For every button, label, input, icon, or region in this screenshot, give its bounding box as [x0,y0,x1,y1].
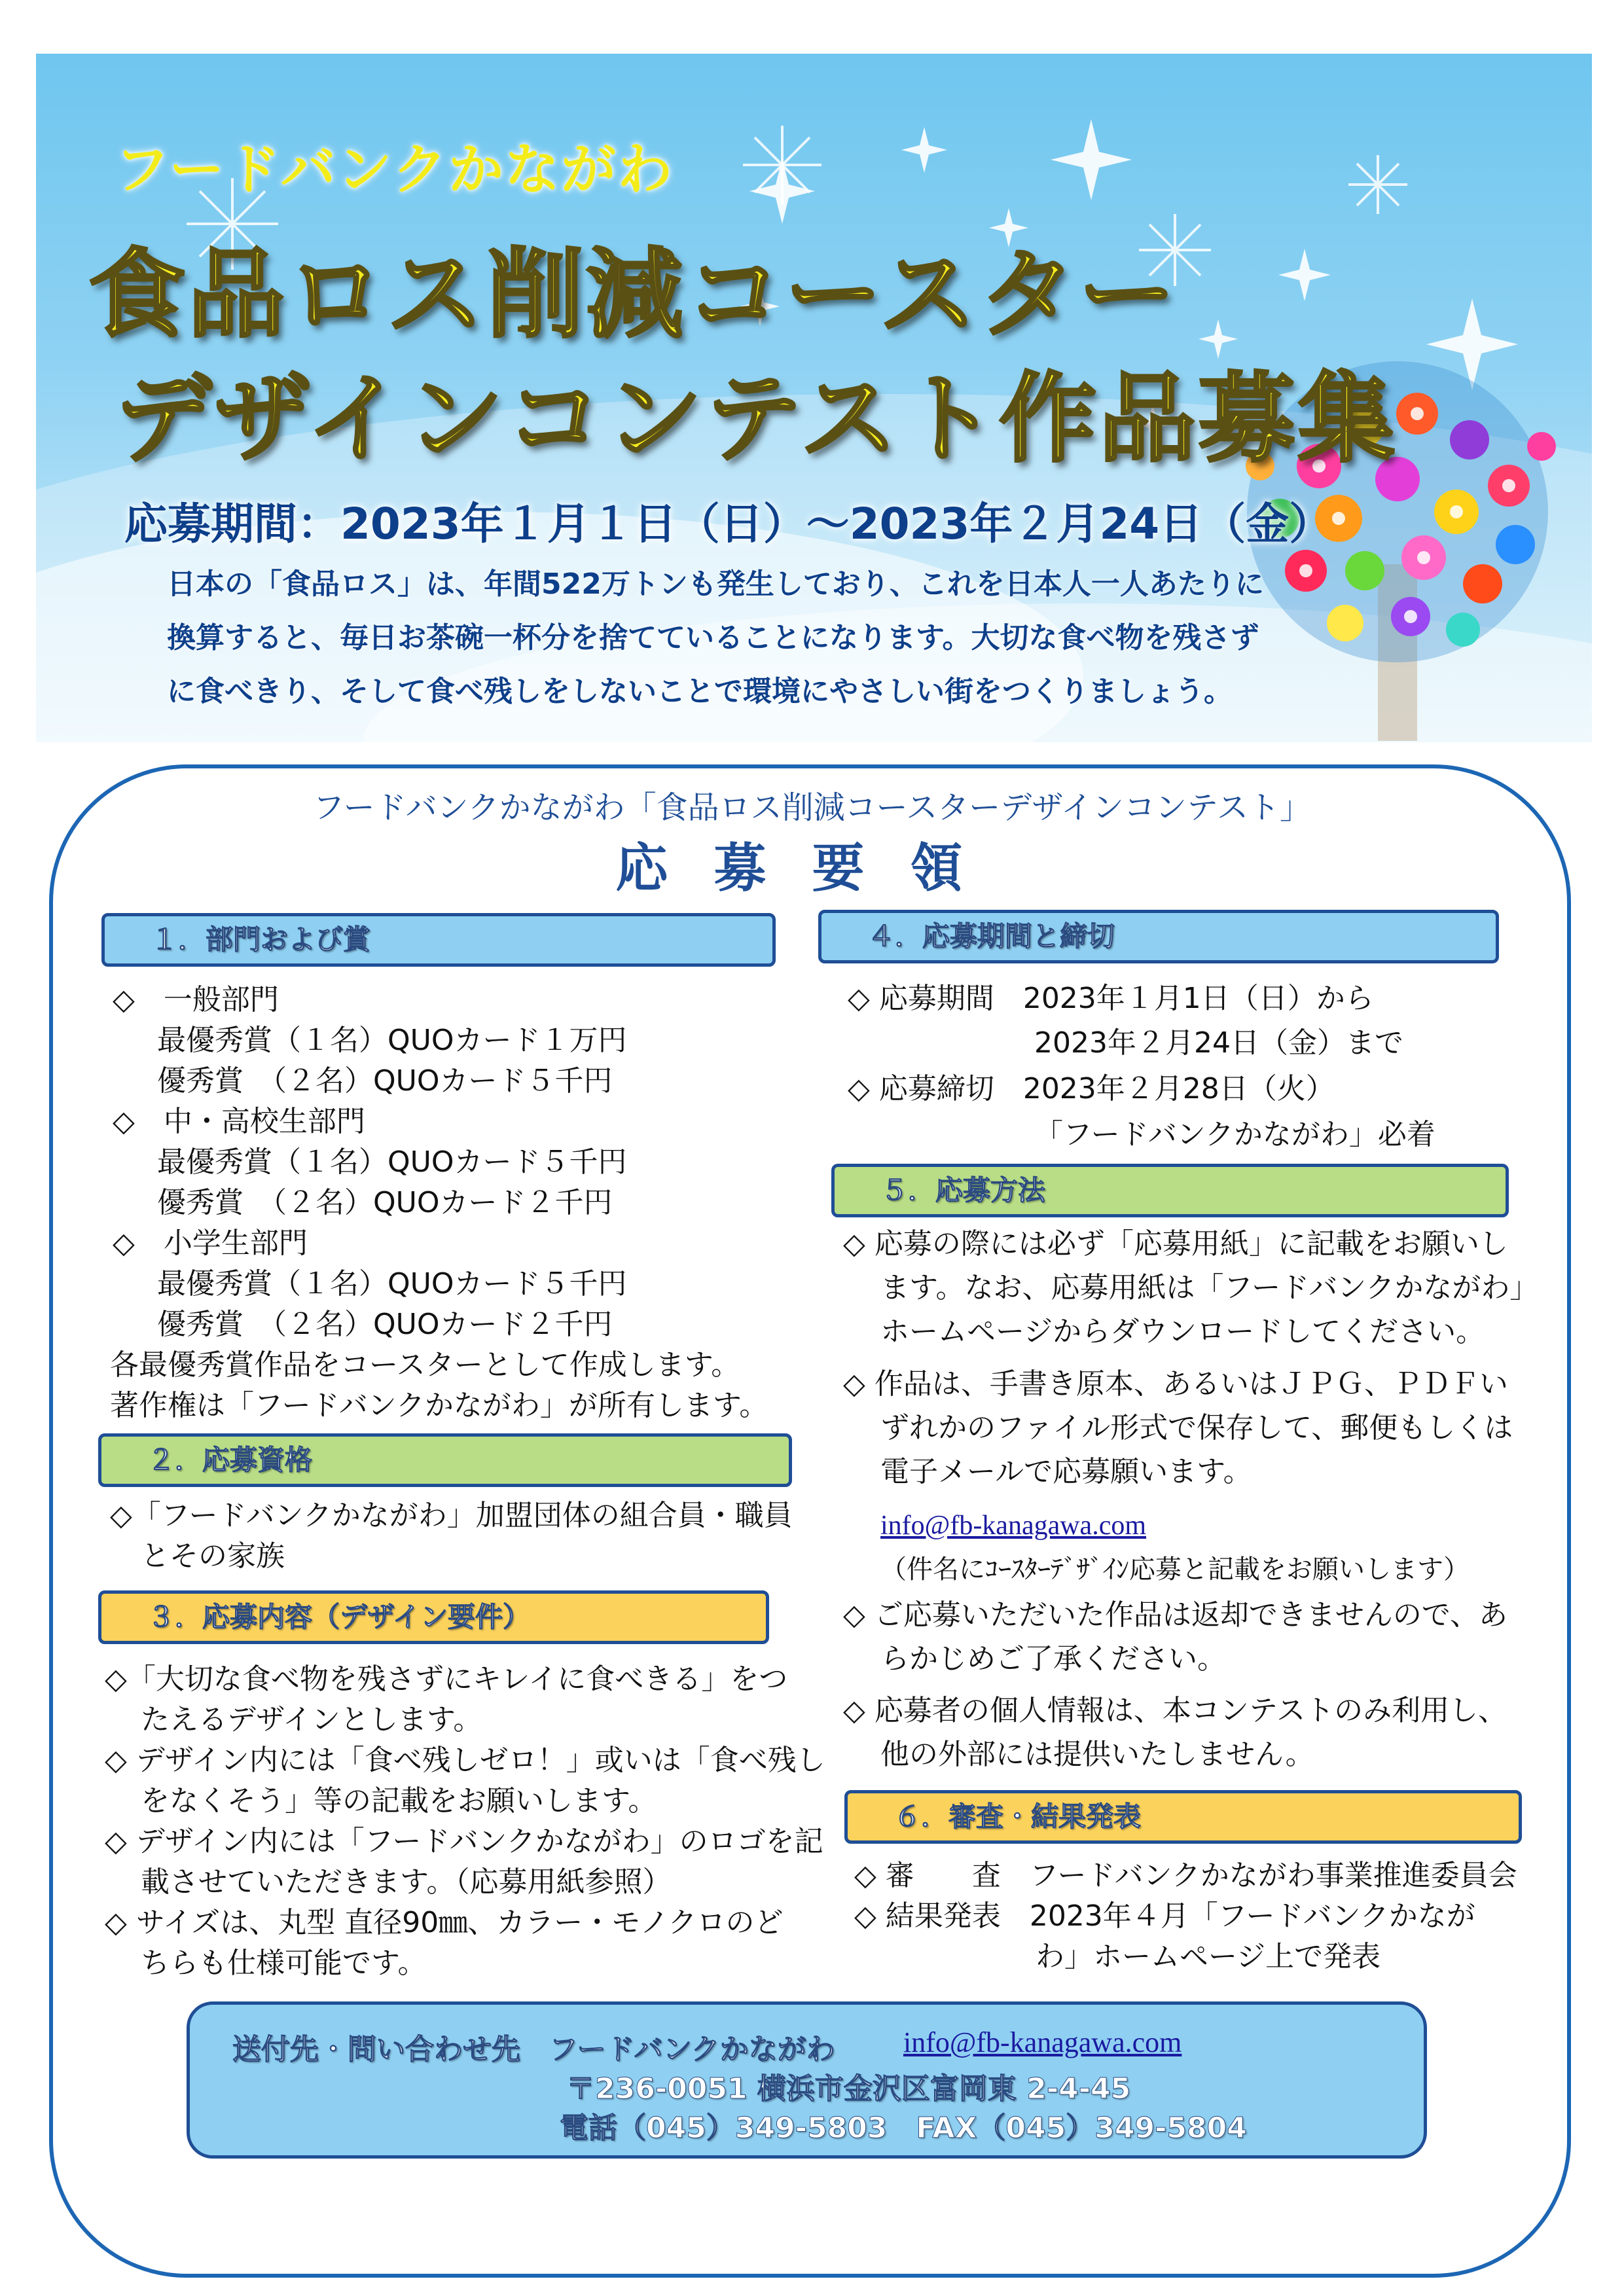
contact-address: 〒236-0051 横浜市金沢区富岡東 2-4-45 [566,2072,1131,2106]
section-1-line: 優秀賞 （２名）QUOカード２千円 [157,1308,613,1341]
email-link[interactable]: info@fb-kanagawa.com [880,1511,1147,1541]
section-6-header: ６．審査・結果発表 [844,1790,1522,1844]
header-banner [36,54,1592,742]
section-3-line: ◇ デザイン内には「フードバンクかながわ」のロゴを記 [105,1825,823,1858]
section-5-line: ◇ 応募の際には必ず「応募用紙」に記載をお願いし [843,1227,1508,1261]
entry-period: 応募期間：2023年１月１日（日）～2023年２月24日（金） [124,499,1333,549]
section-5-line: ◇ 応募者の個人情報は、本コンテストのみ利用し、 [843,1694,1507,1727]
section-1-line: 優秀賞 （２名）QUOカード５千円 [157,1064,613,1098]
section-1-header: １．部門および賞 [101,913,776,967]
contest-title-line2: デザインコンテスト作品募集 [115,363,1398,475]
section-5-line: ◇ 作品は、手書き原本、あるいはＪＰＧ、ＰＤＦい [843,1367,1508,1401]
header-brand: フードバンクかながわ [115,137,674,202]
section-5-line: ホームページからダウンロードしてください。 [880,1315,1485,1348]
section-6-line: ◇ 結果発表 2023年４月「フードバンクかなが [854,1899,1475,1933]
section-2-line: とその家族 [141,1539,285,1573]
section-4-line: ◇ 応募期間 2023年１月1日（日）から [848,982,1374,1015]
section-1-line: ◇ 中・高校生部門 [113,1105,365,1138]
section-4-line: ◇ 応募締切 2023年２月28日（火） [848,1072,1335,1105]
section-5-line: ◇ ご応募いただいた作品は返却できませんので、あ [843,1598,1507,1632]
section-5-line: ずれかのファイル形式で保存して、郵便もしくは [880,1411,1513,1444]
contact-label: 送付先・問い合わせ先 フードバンクかながわ [232,2033,835,2066]
section-3-line: 載させていただきます。（応募用紙参照） [141,1865,672,1899]
contest-subtitle: フードバンクかながわ「食品ロス削減コースターデザインコンテスト」 [313,789,1311,826]
section-5-line: 電子メールで応募願います。 [880,1455,1252,1488]
section-3-header: ３．応募内容（デザイン要件） [98,1590,769,1644]
intro-line: 換算すると、毎日お茶碗一杯分を捨てていることになります。大切な食べ物を残さず [167,621,1259,655]
section-5-line: 他の外部には提供いたしません。 [880,1738,1314,1771]
section-6-line: ◇ 審 査 フードバンクかながわ事業推進委員会 [854,1859,1517,1892]
section-1-line: 最優秀賞（１名）QUOカード５千円 [157,1267,627,1300]
contact-email-link[interactable]: info@fb-kanagawa.com [903,2026,1182,2058]
section-1-line: ◇ 一般部門 [113,983,279,1016]
section-4-line: 2023年２月24日（金）まで [1034,1026,1403,1060]
section-1-line: 最優秀賞（１名）QUOカード１万円 [157,1024,627,1057]
intro-text [167,558,1312,719]
section-1-line: 著作権は「フードバンクかながわ」が所有します。 [110,1389,768,1422]
section-1-line: 優秀賞 （２名）QUOカード２千円 [157,1186,613,1219]
section-3-line: たえるデザインとします。 [141,1703,482,1736]
contact-phone: 電話（045）349-5803 FAX（045）349-5804 [560,2111,1247,2145]
section-3-line: ちらも仕様可能です。 [141,1946,427,1980]
section-4-header: ４．応募期間と締切 [818,910,1499,963]
intro-line: に食べきり、そして食べ残しをしないことで環境にやさしい街をつくりましょう。 [167,675,1233,708]
section-3-line: をなくそう」等の記載をお願いします。 [141,1784,657,1818]
section-3-line: ◇「大切な食べ物を残さずにキレイに食べきる」をつ [105,1662,788,1696]
contest-title-line1: 食品ロス削減コースター [88,238,1178,351]
section-5-line: ます。なお、応募用紙は「フードバンクかながわ」 [880,1271,1539,1304]
section-1-line: 各最優秀賞作品をコースターとして作成します。 [110,1348,740,1382]
section-5-header: ５．応募方法 [831,1164,1509,1217]
section-5-line: らかじめご了承ください。 [880,1642,1226,1676]
guidelines-heading: 応募要領 [615,838,1009,899]
section-4-line: 「フードバンクかながわ」必着 [1034,1118,1435,1151]
section-2-line: ◇「フードバンクかながわ」加盟団体の組合員・職員 [110,1499,793,1532]
intro-line: 日本の「食品ロス」は、年間522万トンも発生しており、これを日本人一人あたりに [167,567,1264,601]
section-3-line: ◇ サイズは、丸型 直径90㎜、カラー・モノクロのど [105,1906,784,1939]
section-6-line: わ」ホームページ上で発表 [1036,1940,1381,1973]
section-5-line: （件名にｺｰｽﾀｰﾃﾞｻﾞｲﾝ応募と記載をお願いします） [880,1554,1470,1585]
section-1-line: 最優秀賞（１名）QUOカード５千円 [157,1145,627,1179]
section-3-line: ◇ デザイン内には「食べ残しゼロ！」或いは「食べ残し [105,1744,825,1777]
section-2-header: ２．応募資格 [98,1433,792,1487]
section-1-line: ◇ 小学生部門 [113,1227,308,1260]
